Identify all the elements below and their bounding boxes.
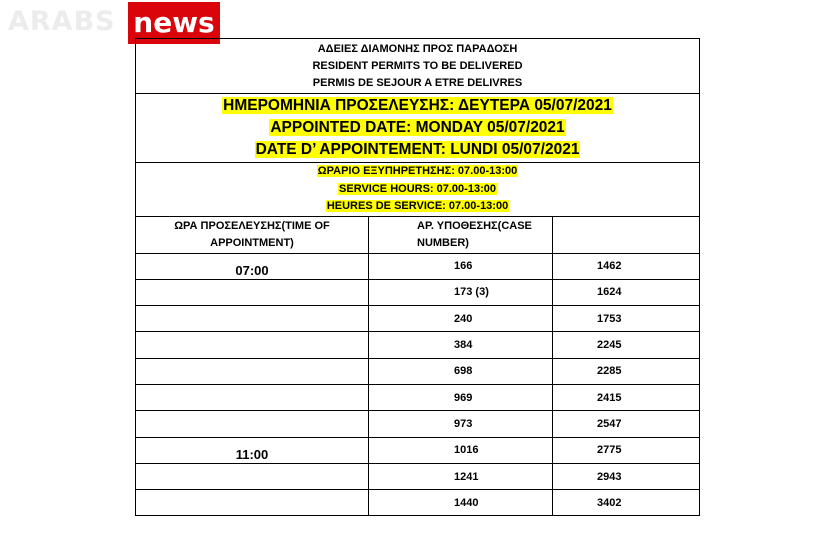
case-header-line1: ΑΡ. ΥΠΟΘΕΣΗΣ(CASE — [417, 219, 532, 232]
appointment-time-cell: 07:00 — [136, 253, 369, 279]
title-greek: ΑΔΕΙΕΣ ΔΙΑΜΟΝΗΣ ΠΡΟΣ ΠΑΡΑΔΟΣΗ — [317, 42, 518, 55]
appointment-time-cell — [136, 384, 369, 410]
case-number-cell: 166 — [369, 253, 553, 279]
title-row — [136, 39, 700, 94]
appointment-time-cell — [136, 490, 369, 516]
date-row — [136, 94, 700, 163]
appointment-time-cell — [136, 358, 369, 384]
case-number-cell: 173 (3) — [369, 279, 553, 305]
table-row — [136, 253, 700, 279]
date-greek: ΗΜΕΡΟΜΗΝΙΑ ΠΡΟΣΕΛΕΥΣΗΣ: ΔΕΥΤΕΡΑ 05/07/2021 — [223, 97, 612, 114]
case-number-cell: 1016 — [369, 437, 553, 463]
column-header-row — [136, 216, 700, 253]
case-number-cell: 1753 — [553, 306, 700, 332]
table-row — [136, 411, 700, 437]
appointment-time-cell — [136, 463, 369, 489]
table-row — [136, 306, 700, 332]
time-column-header — [136, 216, 369, 253]
case-number-cell: 3402 — [553, 490, 700, 516]
appointment-time-cell — [136, 306, 369, 332]
case-number-cell: 973 — [369, 411, 553, 437]
case-number-cell: 2415 — [553, 384, 700, 410]
date-french: DATE D’ APPOINTEMENT: LUNDI 05/07/2021 — [255, 141, 580, 158]
logo-text: news — [133, 6, 215, 39]
appointment-time-cell: 11:00 — [136, 437, 369, 463]
table-row — [136, 279, 700, 305]
appointment-time-cell — [136, 279, 369, 305]
date-cell — [136, 94, 700, 163]
title-cell — [136, 39, 700, 94]
table-row — [136, 437, 700, 463]
table-row — [136, 332, 700, 358]
watermark-text: ARABS — [8, 6, 116, 37]
case-number-cell: 2943 — [553, 463, 700, 489]
date-english: APPOINTED DATE: MONDAY 05/07/2021 — [270, 119, 565, 136]
hours-english: SERVICE HOURS: 07.00-13:00 — [339, 182, 496, 195]
hours-row — [136, 163, 700, 217]
appointment-time-cell — [136, 332, 369, 358]
case-header-line2: NUMBER) — [417, 236, 469, 249]
case-number-cell: 240 — [369, 306, 553, 332]
case-column-header — [369, 216, 553, 253]
case-rows — [136, 253, 700, 516]
hours-french: HEURES DE SERVICE: 07.00-13:00 — [326, 200, 509, 212]
table-row — [136, 463, 700, 489]
case-number-cell: 698 — [369, 358, 553, 384]
hours-cell — [136, 163, 700, 217]
table-row — [136, 490, 700, 516]
title-english: RESIDENT PERMITS TO BE DELIVERED — [312, 59, 523, 72]
case-number-cell: 2245 — [553, 332, 700, 358]
case-number-cell: 384 — [369, 332, 553, 358]
case-number-cell: 1462 — [553, 253, 700, 279]
hours-greek: ΩΡΑΡΙΟ ΕΞΥΠΗΡΕΤΗΣΗΣ: 07.00-13:00 — [317, 165, 518, 177]
case-number-cell: 2775 — [553, 437, 700, 463]
case-number-cell: 2285 — [553, 358, 700, 384]
table-row — [136, 384, 700, 410]
title-french: PERMIS DE SEJOUR A ETRE DELIVRES — [312, 76, 523, 89]
third-column-header — [553, 216, 700, 253]
permits-table — [135, 38, 700, 516]
case-number-cell: 2547 — [553, 411, 700, 437]
case-number-cell: 1624 — [553, 279, 700, 305]
case-number-cell: 1241 — [369, 463, 553, 489]
table-row — [136, 358, 700, 384]
time-header-line2: APPOINTMENT) — [210, 236, 294, 249]
time-header-line1: ΩΡΑ ΠΡΟΣΕΛΕΥΣΗΣ(TIME OF — [174, 219, 330, 232]
appointment-time-cell — [136, 411, 369, 437]
case-number-cell: 969 — [369, 384, 553, 410]
case-number-cell: 1440 — [369, 490, 553, 516]
